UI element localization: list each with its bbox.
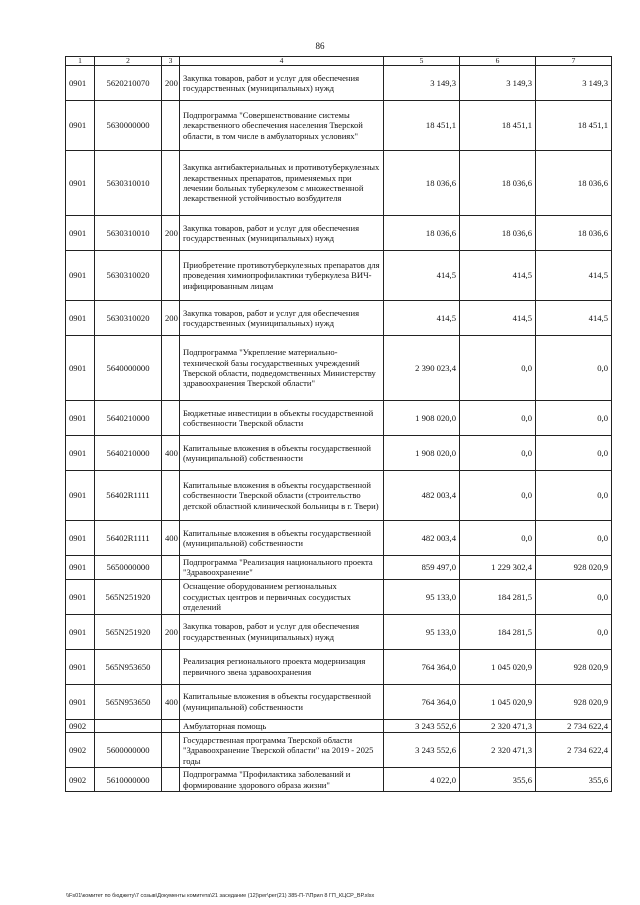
table-row xyxy=(66,556,612,580)
amount-col7-cell: 928 020,9 xyxy=(536,556,612,580)
column-number: 1 xyxy=(66,57,95,66)
table-row xyxy=(66,471,612,521)
expense-type-cell xyxy=(162,151,180,216)
item-name-cell: Капитальные вложения в объекты государственной (муниципальной) собственности xyxy=(180,521,384,556)
section-code-cell: 0901 xyxy=(66,614,95,649)
amount-col5-cell: 3 149,3 xyxy=(384,66,460,101)
section-code-cell: 0902 xyxy=(66,768,95,792)
amount-col7-cell: 0,0 xyxy=(536,336,612,401)
amount-col5-cell: 414,5 xyxy=(384,301,460,336)
item-name-cell: Закупка товаров, работ и услуг для обеспечения государственных (муниципальных) нужд xyxy=(180,216,384,251)
table-row xyxy=(66,101,612,151)
item-name-cell: Приобретение противотуберкулезных препаратов для проведения химиопрофилактики туберкулеза ВИЧ-инфицированным лицам xyxy=(180,251,384,301)
section-code-cell: 0901 xyxy=(66,684,95,719)
target-article-code-cell: 5630000000 xyxy=(95,101,162,151)
amount-col5-cell: 4 022,0 xyxy=(384,768,460,792)
amount-col5-cell: 414,5 xyxy=(384,251,460,301)
table-row xyxy=(66,649,612,684)
column-number: 7 xyxy=(536,57,612,66)
target-article-code-cell: 5600000000 xyxy=(95,733,162,768)
item-name-cell: Подпрограмма "Совершенствование системы лекарственного обеспечения населения Тверской области, в том числе в амбулаторных условиях" xyxy=(180,101,384,151)
amount-col5-cell: 482 003,4 xyxy=(384,521,460,556)
expense-type-cell: 400 xyxy=(162,436,180,471)
column-number: 3 xyxy=(162,57,180,66)
item-name-cell: Подпрограмма "Профилактика заболеваний и формирование здорового образа жизни" xyxy=(180,768,384,792)
amount-col7-cell: 0,0 xyxy=(536,471,612,521)
item-name-cell: Реализация регионального проекта модернизация первичного звена здравоохранения xyxy=(180,649,384,684)
amount-col6-cell: 414,5 xyxy=(460,301,536,336)
section-code-cell: 0901 xyxy=(66,649,95,684)
amount-col5-cell: 1 908 020,0 xyxy=(384,436,460,471)
amount-col6-cell: 18 036,6 xyxy=(460,151,536,216)
section-code-cell: 0901 xyxy=(66,556,95,580)
amount-col7-cell: 0,0 xyxy=(536,436,612,471)
table-row xyxy=(66,336,612,401)
target-article-code-cell: 5630310010 xyxy=(95,216,162,251)
table-row xyxy=(66,521,612,556)
file-path-footer: \\Fs01\комитет по бюджету\7 созыв\Документы комитета\21 заседание (12)\рег\рег(21) 385-П-7\Прил 8 ГП_КЦСР_ВР.xlsx xyxy=(66,893,375,899)
amount-col7-cell: 355,6 xyxy=(536,768,612,792)
amount-col6-cell: 2 320 471,3 xyxy=(460,733,536,768)
target-article-code-cell: 5650000000 xyxy=(95,556,162,580)
section-code-cell: 0901 xyxy=(66,401,95,436)
item-name-cell: Амбулаторная помощь xyxy=(180,719,384,732)
target-article-code-cell: 5640000000 xyxy=(95,336,162,401)
item-name-cell: Капитальные вложения в объекты государственной собственности Тверской области (строительство детской областной клинической больницы в г. Твери) xyxy=(180,471,384,521)
amount-col7-cell: 414,5 xyxy=(536,251,612,301)
section-code-cell: 0901 xyxy=(66,521,95,556)
expense-type-cell: 200 xyxy=(162,614,180,649)
section-code-cell: 0901 xyxy=(66,579,95,614)
item-name-cell: Оснащение оборудованием региональных сосудистых центров и первичных сосудистых отделений xyxy=(180,579,384,614)
amount-col7-cell: 414,5 xyxy=(536,301,612,336)
budget-table xyxy=(65,56,612,792)
section-code-cell: 0901 xyxy=(66,471,95,521)
expense-type-cell: 400 xyxy=(162,521,180,556)
item-name-cell: Закупка товаров, работ и услуг для обеспечения государственных (муниципальных) нужд xyxy=(180,66,384,101)
amount-col7-cell: 0,0 xyxy=(536,579,612,614)
table-row xyxy=(66,301,612,336)
amount-col5-cell: 3 243 552,6 xyxy=(384,733,460,768)
amount-col6-cell: 0,0 xyxy=(460,521,536,556)
amount-col7-cell: 928 020,9 xyxy=(536,649,612,684)
table-row xyxy=(66,66,612,101)
target-article-code-cell: 565N953650 xyxy=(95,684,162,719)
item-name-cell: Капитальные вложения в объекты государственной (муниципальной) собственности xyxy=(180,684,384,719)
amount-col5-cell: 18 036,6 xyxy=(384,151,460,216)
item-name-cell: Подпрограмма "Укрепление материально-технической базы государственных учреждений Тверской области, подведомственных Министерству здравоохранения Тверской области" xyxy=(180,336,384,401)
table-row xyxy=(66,401,612,436)
amount-col7-cell: 0,0 xyxy=(536,614,612,649)
target-article-code-cell: 565N251920 xyxy=(95,614,162,649)
table-row xyxy=(66,436,612,471)
target-article-code-cell: 565N251920 xyxy=(95,579,162,614)
amount-col7-cell: 0,0 xyxy=(536,401,612,436)
amount-col6-cell: 18 451,1 xyxy=(460,101,536,151)
amount-col5-cell: 95 133,0 xyxy=(384,614,460,649)
column-number-row xyxy=(66,57,612,66)
expense-type-cell xyxy=(162,251,180,301)
amount-col5-cell: 1 908 020,0 xyxy=(384,401,460,436)
section-code-cell: 0902 xyxy=(66,719,95,732)
table-row xyxy=(66,216,612,251)
amount-col6-cell: 0,0 xyxy=(460,336,536,401)
amount-col6-cell: 184 281,5 xyxy=(460,614,536,649)
target-article-code-cell: 5640210000 xyxy=(95,401,162,436)
column-number: 4 xyxy=(180,57,384,66)
target-article-code-cell: 5630310020 xyxy=(95,301,162,336)
table-row xyxy=(66,151,612,216)
target-article-code-cell: 5620210070 xyxy=(95,66,162,101)
expense-type-cell xyxy=(162,101,180,151)
item-name-cell: Государственная программа Тверской области "Здравоохранение Тверской области" на 2019 - 2025 годы xyxy=(180,733,384,768)
target-article-code-cell: 56402R1111 xyxy=(95,521,162,556)
target-article-code-cell: 5610000000 xyxy=(95,768,162,792)
target-article-code-cell: 5630310010 xyxy=(95,151,162,216)
amount-col5-cell: 764 364,0 xyxy=(384,684,460,719)
amount-col6-cell: 3 149,3 xyxy=(460,66,536,101)
table-row xyxy=(66,579,612,614)
section-code-cell: 0901 xyxy=(66,216,95,251)
item-name-cell: Закупка товаров, работ и услуг для обеспечения государственных (муниципальных) нужд xyxy=(180,614,384,649)
expense-type-cell: 200 xyxy=(162,216,180,251)
section-code-cell: 0901 xyxy=(66,251,95,301)
amount-col7-cell: 2 734 622,4 xyxy=(536,719,612,732)
column-number: 2 xyxy=(95,57,162,66)
amount-col7-cell: 18 036,6 xyxy=(536,216,612,251)
item-name-cell: Подпрограмма "Реализация национального проекта "Здравоохранение" xyxy=(180,556,384,580)
column-number: 6 xyxy=(460,57,536,66)
section-code-cell: 0901 xyxy=(66,66,95,101)
item-name-cell: Закупка антибактериальных и противотуберкулезных лекарственных препаратов, применяемых при лечении больных туберкулезом с множественной лекарственной устойчивостью возбудителя xyxy=(180,151,384,216)
expense-type-cell xyxy=(162,401,180,436)
amount-col6-cell: 414,5 xyxy=(460,251,536,301)
page-number: 86 xyxy=(315,41,325,51)
column-number: 5 xyxy=(384,57,460,66)
amount-col5-cell: 18 036,6 xyxy=(384,216,460,251)
target-article-code-cell xyxy=(95,719,162,732)
amount-col7-cell: 928 020,9 xyxy=(536,684,612,719)
expense-type-cell: 200 xyxy=(162,66,180,101)
target-article-code-cell: 5640210000 xyxy=(95,436,162,471)
amount-col6-cell: 184 281,5 xyxy=(460,579,536,614)
expense-type-cell xyxy=(162,579,180,614)
amount-col6-cell: 0,0 xyxy=(460,401,536,436)
amount-col5-cell: 3 243 552,6 xyxy=(384,719,460,732)
section-code-cell: 0901 xyxy=(66,336,95,401)
amount-col7-cell: 3 149,3 xyxy=(536,66,612,101)
amount-col5-cell: 482 003,4 xyxy=(384,471,460,521)
amount-col5-cell: 764 364,0 xyxy=(384,649,460,684)
amount-col5-cell: 18 451,1 xyxy=(384,101,460,151)
expense-type-cell: 400 xyxy=(162,684,180,719)
amount-col5-cell: 2 390 023,4 xyxy=(384,336,460,401)
section-code-cell: 0901 xyxy=(66,436,95,471)
amount-col7-cell: 2 734 622,4 xyxy=(536,733,612,768)
section-code-cell: 0901 xyxy=(66,301,95,336)
table-row xyxy=(66,251,612,301)
amount-col7-cell: 18 036,6 xyxy=(536,151,612,216)
item-name-cell: Капитальные вложения в объекты государственной (муниципальной) собственности xyxy=(180,436,384,471)
amount-col6-cell: 0,0 xyxy=(460,436,536,471)
amount-col7-cell: 0,0 xyxy=(536,521,612,556)
item-name-cell: Бюджетные инвестиции в объекты государственной собственности Тверской области xyxy=(180,401,384,436)
amount-col7-cell: 18 451,1 xyxy=(536,101,612,151)
expense-type-cell xyxy=(162,719,180,732)
item-name-cell: Закупка товаров, работ и услуг для обеспечения государственных (муниципальных) нужд xyxy=(180,301,384,336)
amount-col6-cell: 2 320 471,3 xyxy=(460,719,536,732)
amount-col5-cell: 859 497,0 xyxy=(384,556,460,580)
amount-col5-cell: 95 133,0 xyxy=(384,579,460,614)
target-article-code-cell: 565N953650 xyxy=(95,649,162,684)
section-code-cell: 0902 xyxy=(66,733,95,768)
table-row xyxy=(66,733,612,768)
target-article-code-cell: 56402R1111 xyxy=(95,471,162,521)
expense-type-cell xyxy=(162,768,180,792)
table-row xyxy=(66,719,612,732)
section-code-cell: 0901 xyxy=(66,101,95,151)
expense-type-cell xyxy=(162,556,180,580)
expense-type-cell: 200 xyxy=(162,301,180,336)
table-row xyxy=(66,768,612,792)
amount-col6-cell: 18 036,6 xyxy=(460,216,536,251)
table-row xyxy=(66,684,612,719)
table-row xyxy=(66,614,612,649)
amount-col6-cell: 1 229 302,4 xyxy=(460,556,536,580)
section-code-cell: 0901 xyxy=(66,151,95,216)
expense-type-cell xyxy=(162,471,180,521)
expense-type-cell xyxy=(162,336,180,401)
amount-col6-cell: 1 045 020,9 xyxy=(460,684,536,719)
amount-col6-cell: 1 045 020,9 xyxy=(460,649,536,684)
amount-col6-cell: 355,6 xyxy=(460,768,536,792)
expense-type-cell xyxy=(162,733,180,768)
expense-type-cell xyxy=(162,649,180,684)
amount-col6-cell: 0,0 xyxy=(460,471,536,521)
target-article-code-cell: 5630310020 xyxy=(95,251,162,301)
